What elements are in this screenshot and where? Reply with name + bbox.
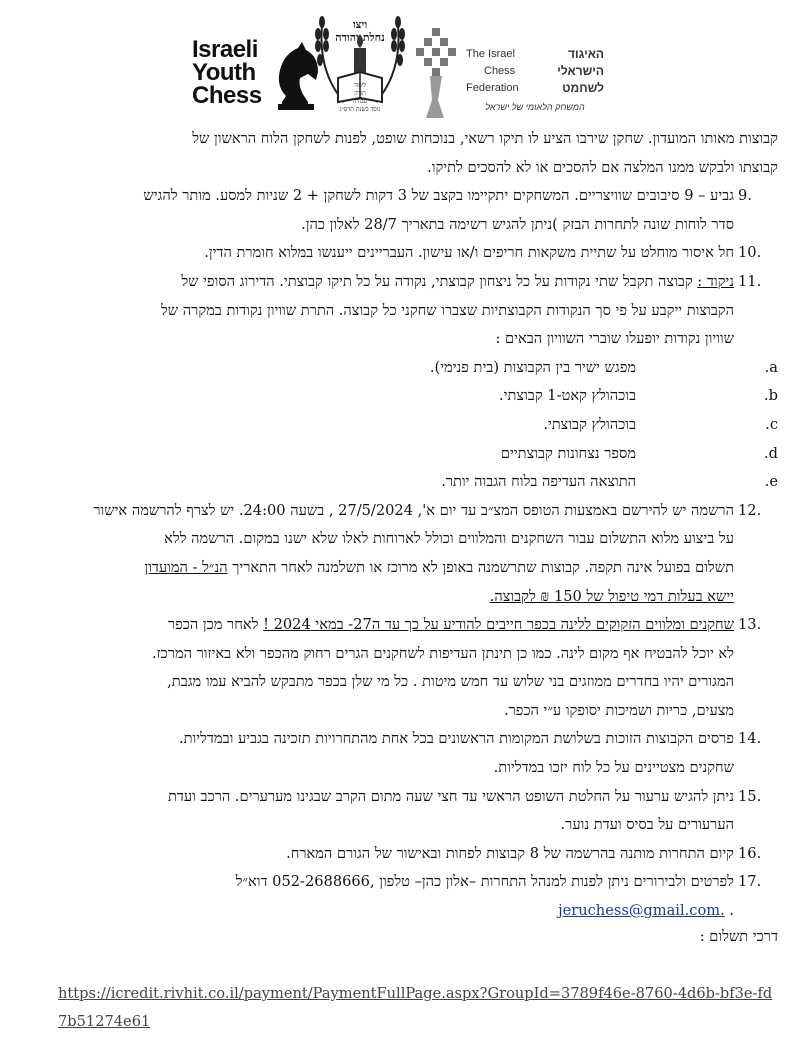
- scoring-label: ניקוד :: [697, 272, 734, 290]
- rule-number: 17.: [738, 873, 762, 891]
- contact-email-link[interactable]: jeruchess@gmail.com.: [558, 902, 725, 920]
- tiebreak-item: d. מספר נצחונות קבוצתיים: [500, 444, 778, 462]
- rule-number: 15.: [738, 787, 762, 805]
- rule-item-11: 11. ניקוד : קבוצה תקבל שתי נקודות על כל ניצחון קבוצתי, נקודה על כל תיקו קבוצתי. הדירוג הסופי של הקבוצות ייקבע על פי סך הנקודות הקבוצתיות שצברו שחקני כל קבוצה. התרת שוויון נקודות במקרה של שוויון נקודות יופעלו שוברי השוויון הבאים : a. מפגש ישיר בין הקבוצות (בית פנימי). b. בוכהולץ קאט-1 קבוצתי. c. בוכהולץ קבוצתי. d. מספר נצחונות קבוצתיים e. התוצאה העדיפה בלוח הגבוה יותר.: [22, 268, 778, 497]
- payment-link[interactable]: https://icredit.rivhit.co.il/payment/PaymentFullPage.aspx?GroupId=3789f46e-8760-4d6b-bf3e-fd7b51274e61: [58, 985, 773, 1030]
- tiebreak-item: b. בוכהולץ קאט-1 קבוצתי.: [499, 387, 778, 405]
- intro-line: קבוצות מאותו המועדון. שחקן שירבו הציע לו תיקו רשאי, בנוכחות שופט, לפנות לשחקן הלוח הראשון של: [192, 130, 778, 147]
- rule-number: 16.: [738, 844, 762, 862]
- rule-item-9: 9. גביע – 9 סיבובים שוויצריים. המשחקים יתקיימו בקצב של 3 דקות לשחקן + 2 שניות למסע. מותר להגיש סדר לוחות שונה לתחרות הבזק )ניתן להגיש רשימה בתאריך 28/7 לאלון כהן.: [22, 182, 778, 239]
- rule-number: 10.: [738, 244, 762, 262]
- federation-hebrew-name: האיגוד הישראלי לשחמט: [557, 47, 604, 95]
- payment-methods-title: דרכי תשלום :: [699, 928, 778, 945]
- rule-number: 12.: [738, 501, 762, 519]
- israeli-youth-chess-logo: [192, 38, 322, 112]
- rule-item-17: 17. לפרטים ולבירורים ניתן לפנות למנהל התחרות –אלון כהן– טלפון ,052-2688666 דוא״ל . jeruchess@gmail.com.: [22, 868, 778, 925]
- rule-number: 13.: [738, 616, 762, 634]
- rule-number: 14.: [738, 730, 762, 748]
- iyc-wordmark: Israeli Youth Chess: [192, 36, 262, 109]
- lodging-deadline: שחקנים ומלווים הזקוקים ללינה בכפר חייבים להודיע על כך עד ה27- במאי 2024 !: [263, 616, 734, 634]
- rule-item-13: 13. שחקנים ומלווים הזקוקים ללינה בכפר חייבים להודיע על כך עד ה27- במאי 2024 ! לאחר מכן הכפר לא יוכל להבטיח אף מקום לינה. כמו כן תינתן העדיפות לשחקנים הגרים רחוק מהכפר ולא באיזור המרכז. המגורים יהיו בחדרים ממוזגים בני שלוש עד חמש מיטות . כל מי שלן בכפר מתבקש להביא עמו מגבת, מצעים, כריות ושמיכות יסופקו ע״י הכפר.: [22, 611, 778, 725]
- rule-item-14: 14. פרסים הקבוצות הזוכות בשלושת המקומות הראשונים בכל אחת מהתחרויות תזכינה בגביע ובמדליות. שחקנים מצטיינים על כל לוח יזכו במדליות.: [22, 725, 778, 782]
- handling-fee-note: יישא בעלות דמי טיפול של 150 ₪ לקבוצה.: [489, 587, 734, 605]
- rule-item-16: 16. קיום התחרות מותנה בהרשמה של 8 קבוצות לפחות ובאישור של הגורם המארח.: [22, 840, 778, 869]
- wizo-nahalat-yehuda-logo: ויצו נחלת יהודה לימוד תורה עבודה נוסד בשנת תרס״ג: [308, 2, 412, 118]
- federation-english-name: The Israel Chess Federation: [466, 48, 519, 94]
- regulations-document: [22, 125, 778, 926]
- tiebreak-item: e. התוצאה העדיפה בלוח הגבוה יותר.: [441, 473, 778, 491]
- tiebreak-item: a. מפגש ישיר בין הקבוצות (בית פנימי).: [429, 358, 778, 376]
- rule-item-10: 10. חל איסור מוחלט על שתיית משקאות חריפים ו/או עישון. העבריינים ייענשו במלוא חומרת הדין.: [22, 239, 778, 268]
- rule-item-12: 12. הרשמה יש להירשם באמצעות הטופס המצ״ב עד יום א', 27/5/2024 , בשעה 24:00. יש לצרף להרשמה אישור על ביצוע מלוא התשלום עבור השחקנים והמלווים וכולל לארוחות לאלו שלא ישנו במקום. הרשמה ללא תשלום בפועל אינה תקפה. קבוצות שתרשמנה באופן לא מרוכז או תשלמנה לאחר התאריך הנ״ל - המועדון יישא בעלות דמי טיפול של 150 ₪ לקבוצה.: [22, 497, 778, 611]
- federation-checker-icon: [408, 28, 464, 120]
- header-logos: [0, 0, 800, 122]
- rule-number: 11.: [738, 272, 762, 290]
- federation-slogan: המשחק הלאומי של ישראל: [485, 102, 585, 112]
- intro-line: קבוצתו ולבקש ממנו המלצה אם להסכים או לא להסכים לתיקו.: [427, 158, 778, 176]
- israel-chess-federation-logo: [408, 28, 604, 120]
- rule-number: 9.: [738, 187, 752, 205]
- tiebreak-item: c. בוכהולץ קבוצתי.: [543, 415, 778, 433]
- rule-item-15: 15. ניתן להגיש ערעור על החלטת השופט הראשי עד חצי שעה מתום הקרב שבגינו מערערים. הרכב ועדת הערעורים על בסיס ועדת נוער.: [22, 783, 778, 840]
